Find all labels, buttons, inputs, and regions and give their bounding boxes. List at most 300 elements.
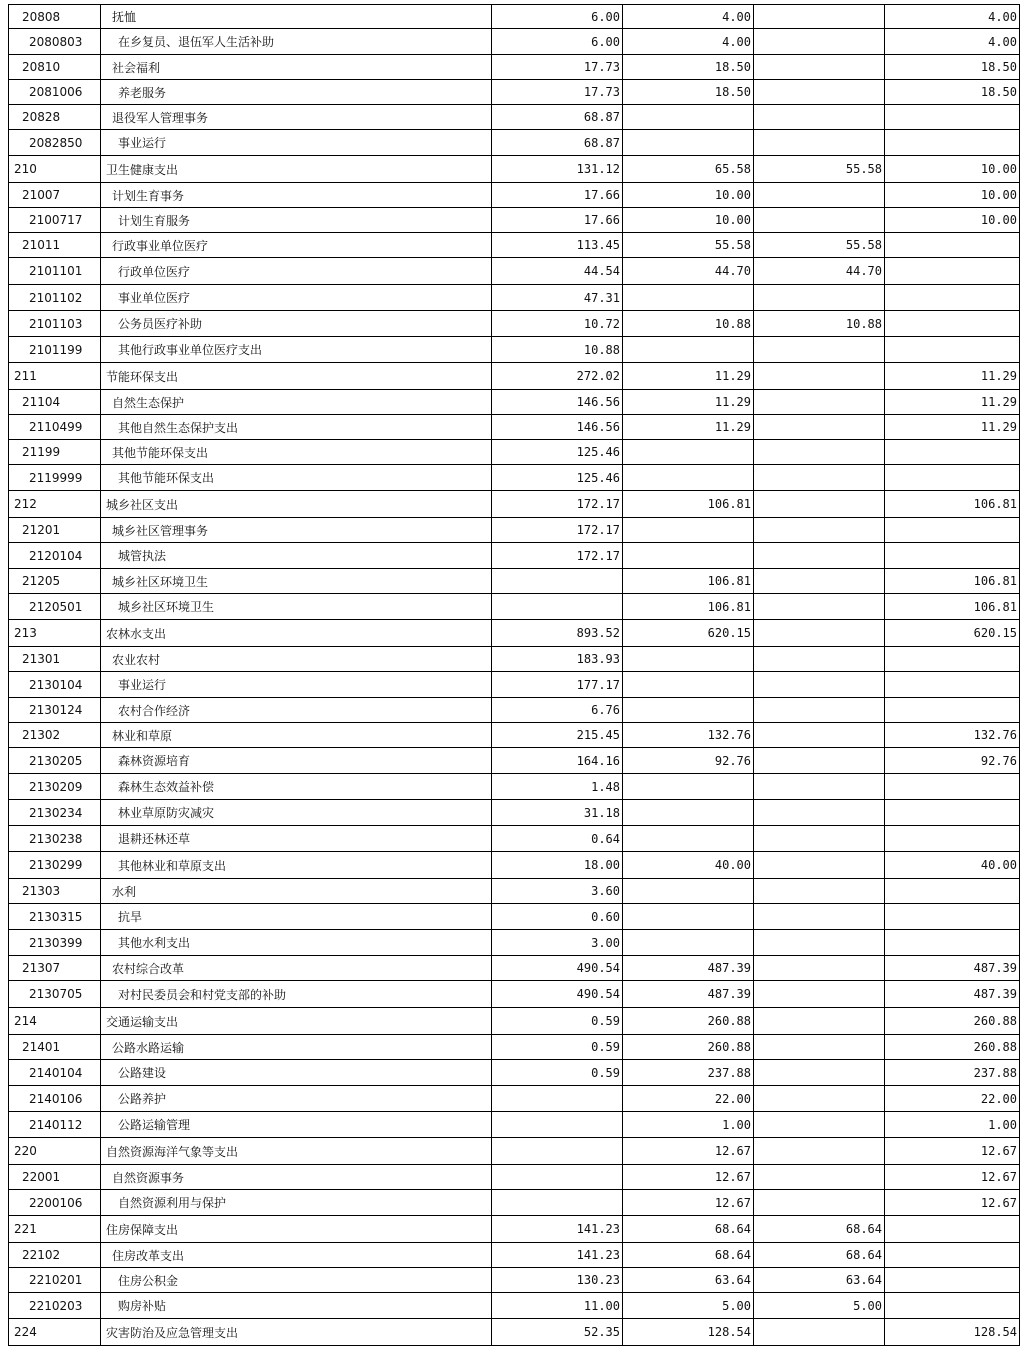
amount-cell: 6.00	[492, 5, 623, 29]
amount-cell: 44.54	[492, 258, 623, 285]
amount-cell: 130.23	[492, 1268, 623, 1293]
subject-name-cell: 灾害防治及应急管理支出	[101, 1319, 492, 1346]
table-row	[9, 233, 1020, 258]
amount-cell: 106.81	[623, 594, 754, 620]
subject-name-cell: 事业运行	[101, 130, 492, 156]
subject-code-cell: 2130705	[9, 981, 101, 1008]
amount-cell: 11.29	[885, 415, 1020, 440]
amount-cell	[754, 1086, 885, 1112]
amount-cell	[623, 285, 754, 311]
table-row	[9, 1319, 1020, 1346]
table-row	[9, 183, 1020, 208]
amount-cell	[885, 774, 1020, 800]
subject-code-cell: 2120501	[9, 594, 101, 620]
amount-cell: 55.58	[623, 233, 754, 258]
table-row	[9, 5, 1020, 29]
amount-cell: 4.00	[623, 5, 754, 29]
table-row	[9, 208, 1020, 233]
amount-cell: 146.56	[492, 415, 623, 440]
amount-cell	[754, 774, 885, 800]
amount-cell	[754, 930, 885, 956]
subject-code-cell: 210	[9, 156, 101, 183]
amount-cell	[885, 1243, 1020, 1268]
subject-name-cell: 城乡社区环境卫生	[101, 569, 492, 594]
amount-cell	[754, 647, 885, 672]
amount-cell: 68.64	[754, 1243, 885, 1268]
subject-name-cell: 林业草原防灾减灾	[101, 800, 492, 826]
subject-code-cell: 214	[9, 1008, 101, 1035]
amount-cell: 55.58	[754, 156, 885, 183]
amount-cell	[885, 105, 1020, 130]
subject-code-cell: 221	[9, 1216, 101, 1243]
subject-code-cell: 21302	[9, 723, 101, 748]
amount-cell	[885, 518, 1020, 543]
subject-name-cell: 城乡社区管理事务	[101, 518, 492, 543]
table-row	[9, 620, 1020, 647]
amount-cell: 141.23	[492, 1216, 623, 1243]
subject-name-cell: 计划生育服务	[101, 208, 492, 233]
amount-cell: 5.00	[623, 1293, 754, 1319]
subject-name-cell: 住房保障支出	[101, 1216, 492, 1243]
table-row	[9, 337, 1020, 363]
table-row	[9, 826, 1020, 852]
amount-cell	[885, 698, 1020, 723]
subject-name-cell: 抚恤	[101, 5, 492, 29]
amount-cell	[623, 105, 754, 130]
subject-name-cell: 行政事业单位医疗	[101, 233, 492, 258]
amount-cell	[754, 1319, 885, 1346]
subject-code-cell: 212	[9, 491, 101, 518]
amount-cell	[492, 1138, 623, 1165]
subject-code-cell: 220	[9, 1138, 101, 1165]
amount-cell	[623, 698, 754, 723]
subject-name-cell: 农村合作经济	[101, 698, 492, 723]
amount-cell	[623, 879, 754, 904]
amount-cell	[754, 543, 885, 569]
subject-code-cell: 2130104	[9, 672, 101, 698]
amount-cell	[754, 80, 885, 105]
amount-cell	[754, 465, 885, 491]
table-row	[9, 390, 1020, 415]
amount-cell: 132.76	[885, 723, 1020, 748]
amount-cell	[754, 879, 885, 904]
table-row	[9, 518, 1020, 543]
amount-cell: 237.88	[885, 1060, 1020, 1086]
amount-cell	[754, 594, 885, 620]
table-row	[9, 1165, 1020, 1190]
amount-cell	[492, 569, 623, 594]
amount-cell	[623, 800, 754, 826]
amount-cell: 183.93	[492, 647, 623, 672]
amount-cell	[754, 105, 885, 130]
subject-code-cell: 2110499	[9, 415, 101, 440]
subject-code-cell: 2101101	[9, 258, 101, 285]
subject-name-cell: 公路水路运输	[101, 1035, 492, 1060]
amount-cell: 10.88	[492, 337, 623, 363]
subject-code-cell: 2120104	[9, 543, 101, 569]
amount-cell: 0.59	[492, 1008, 623, 1035]
amount-cell	[754, 518, 885, 543]
table-row	[9, 879, 1020, 904]
amount-cell: 0.59	[492, 1035, 623, 1060]
subject-name-cell: 退役军人管理事务	[101, 105, 492, 130]
table-row	[9, 543, 1020, 569]
subject-name-cell: 退耕还林还草	[101, 826, 492, 852]
amount-cell: 260.88	[885, 1008, 1020, 1035]
amount-cell	[623, 465, 754, 491]
table-row	[9, 80, 1020, 105]
amount-cell	[754, 1008, 885, 1035]
amount-cell	[754, 1190, 885, 1216]
subject-code-cell: 2140106	[9, 1086, 101, 1112]
table-body	[9, 5, 1020, 1346]
subject-name-cell: 城管执法	[101, 543, 492, 569]
amount-cell	[492, 594, 623, 620]
amount-cell	[623, 826, 754, 852]
table-row	[9, 1243, 1020, 1268]
subject-code-cell: 2200106	[9, 1190, 101, 1216]
table-row	[9, 1268, 1020, 1293]
table-row	[9, 105, 1020, 130]
amount-cell	[885, 543, 1020, 569]
subject-code-cell: 21301	[9, 647, 101, 672]
amount-cell	[885, 879, 1020, 904]
amount-cell: 237.88	[623, 1060, 754, 1086]
amount-cell: 63.64	[623, 1268, 754, 1293]
amount-cell	[754, 285, 885, 311]
amount-cell: 12.67	[885, 1138, 1020, 1165]
subject-code-cell: 2080803	[9, 29, 101, 55]
amount-cell: 68.64	[623, 1216, 754, 1243]
amount-cell: 106.81	[623, 569, 754, 594]
amount-cell: 10.00	[885, 208, 1020, 233]
amount-cell: 0.60	[492, 904, 623, 930]
amount-cell: 490.54	[492, 956, 623, 981]
subject-name-cell: 自然生态保护	[101, 390, 492, 415]
subject-name-cell: 水利	[101, 879, 492, 904]
subject-name-cell: 在乡复员、退伍军人生活补助	[101, 29, 492, 55]
subject-code-cell: 21199	[9, 440, 101, 465]
subject-name-cell: 农村综合改革	[101, 956, 492, 981]
subject-name-cell: 社会福利	[101, 55, 492, 80]
amount-cell: 6.76	[492, 698, 623, 723]
amount-cell: 490.54	[492, 981, 623, 1008]
table-row	[9, 1216, 1020, 1243]
amount-cell	[754, 956, 885, 981]
table-row	[9, 930, 1020, 956]
amount-cell	[754, 620, 885, 647]
amount-cell: 487.39	[885, 981, 1020, 1008]
subject-name-cell: 事业运行	[101, 672, 492, 698]
table-row	[9, 569, 1020, 594]
amount-cell: 132.76	[623, 723, 754, 748]
amount-cell	[885, 1293, 1020, 1319]
table-row	[9, 672, 1020, 698]
subject-name-cell: 住房改革支出	[101, 1243, 492, 1268]
amount-cell: 128.54	[885, 1319, 1020, 1346]
table-row	[9, 491, 1020, 518]
subject-code-cell: 2100717	[9, 208, 101, 233]
amount-cell: 17.66	[492, 208, 623, 233]
amount-cell: 11.29	[623, 415, 754, 440]
subject-code-cell: 21011	[9, 233, 101, 258]
amount-cell: 620.15	[623, 620, 754, 647]
amount-cell	[885, 233, 1020, 258]
table-row	[9, 1035, 1020, 1060]
amount-cell	[754, 390, 885, 415]
subject-name-cell: 行政单位医疗	[101, 258, 492, 285]
amount-cell	[754, 363, 885, 390]
amount-cell	[754, 183, 885, 208]
amount-cell: 125.46	[492, 465, 623, 491]
amount-cell	[623, 774, 754, 800]
amount-cell	[885, 904, 1020, 930]
amount-cell: 3.60	[492, 879, 623, 904]
amount-cell	[885, 930, 1020, 956]
amount-cell	[623, 543, 754, 569]
subject-name-cell: 购房补贴	[101, 1293, 492, 1319]
amount-cell: 146.56	[492, 390, 623, 415]
amount-cell	[885, 337, 1020, 363]
amount-cell: 92.76	[623, 748, 754, 774]
amount-cell: 131.12	[492, 156, 623, 183]
subject-name-cell: 公路建设	[101, 1060, 492, 1086]
amount-cell	[754, 852, 885, 879]
subject-name-cell: 其他节能环保支出	[101, 440, 492, 465]
subject-name-cell: 住房公积金	[101, 1268, 492, 1293]
amount-cell: 44.70	[623, 258, 754, 285]
amount-cell: 1.00	[623, 1112, 754, 1138]
subject-name-cell: 公务员医疗补助	[101, 311, 492, 337]
amount-cell: 106.81	[885, 569, 1020, 594]
amount-cell: 31.18	[492, 800, 623, 826]
amount-cell: 106.81	[623, 491, 754, 518]
amount-cell: 18.50	[623, 80, 754, 105]
amount-cell: 4.00	[623, 29, 754, 55]
amount-cell: 40.00	[885, 852, 1020, 879]
table-row	[9, 440, 1020, 465]
subject-code-cell: 2210201	[9, 1268, 101, 1293]
amount-cell	[754, 491, 885, 518]
subject-name-cell: 农业农村	[101, 647, 492, 672]
amount-cell	[885, 440, 1020, 465]
subject-code-cell: 21201	[9, 518, 101, 543]
subject-code-cell: 21401	[9, 1035, 101, 1060]
subject-code-cell: 224	[9, 1319, 101, 1346]
subject-code-cell: 2130209	[9, 774, 101, 800]
amount-cell: 487.39	[623, 956, 754, 981]
table-row	[9, 1190, 1020, 1216]
amount-cell	[754, 826, 885, 852]
amount-cell	[754, 337, 885, 363]
subject-name-cell: 公路运输管理	[101, 1112, 492, 1138]
table-row	[9, 748, 1020, 774]
amount-cell: 12.67	[885, 1165, 1020, 1190]
amount-cell: 113.45	[492, 233, 623, 258]
amount-cell	[492, 1165, 623, 1190]
amount-cell	[623, 440, 754, 465]
table-row	[9, 1060, 1020, 1086]
amount-cell: 272.02	[492, 363, 623, 390]
subject-code-cell: 2101102	[9, 285, 101, 311]
amount-cell	[885, 647, 1020, 672]
table-row	[9, 852, 1020, 879]
amount-cell	[754, 904, 885, 930]
amount-cell	[885, 285, 1020, 311]
table-row	[9, 1112, 1020, 1138]
amount-cell: 12.67	[623, 1165, 754, 1190]
subject-name-cell: 其他行政事业单位医疗支出	[101, 337, 492, 363]
amount-cell: 68.64	[623, 1243, 754, 1268]
amount-cell: 125.46	[492, 440, 623, 465]
subject-name-cell: 自然资源利用与保护	[101, 1190, 492, 1216]
subject-code-cell: 21307	[9, 956, 101, 981]
amount-cell	[885, 1216, 1020, 1243]
subject-code-cell: 211	[9, 363, 101, 390]
table-row	[9, 698, 1020, 723]
table-row	[9, 1293, 1020, 1319]
amount-cell	[754, 569, 885, 594]
table-row	[9, 904, 1020, 930]
table-row	[9, 800, 1020, 826]
amount-cell: 11.29	[623, 390, 754, 415]
amount-cell: 3.00	[492, 930, 623, 956]
subject-code-cell: 2130238	[9, 826, 101, 852]
subject-name-cell: 对村民委员会和村党支部的补助	[101, 981, 492, 1008]
amount-cell: 172.17	[492, 543, 623, 569]
amount-cell	[623, 904, 754, 930]
amount-cell: 11.29	[885, 363, 1020, 390]
subject-name-cell: 其他节能环保支出	[101, 465, 492, 491]
subject-name-cell: 抗旱	[101, 904, 492, 930]
amount-cell	[754, 208, 885, 233]
table-row	[9, 774, 1020, 800]
subject-name-cell: 交通运输支出	[101, 1008, 492, 1035]
table-row	[9, 311, 1020, 337]
amount-cell: 260.88	[623, 1008, 754, 1035]
table-row	[9, 1086, 1020, 1112]
amount-cell	[885, 1268, 1020, 1293]
amount-cell	[754, 29, 885, 55]
amount-cell: 18.00	[492, 852, 623, 879]
amount-cell	[754, 1112, 885, 1138]
amount-cell	[623, 337, 754, 363]
subject-code-cell: 2130299	[9, 852, 101, 879]
amount-cell: 11.00	[492, 1293, 623, 1319]
amount-cell: 47.31	[492, 285, 623, 311]
table-row	[9, 363, 1020, 390]
subject-code-cell: 213	[9, 620, 101, 647]
amount-cell	[754, 748, 885, 774]
amount-cell: 68.87	[492, 130, 623, 156]
amount-cell: 68.64	[754, 1216, 885, 1243]
amount-cell: 55.58	[754, 233, 885, 258]
subject-name-cell: 公路养护	[101, 1086, 492, 1112]
amount-cell: 18.50	[885, 80, 1020, 105]
amount-cell: 63.64	[754, 1268, 885, 1293]
table-row	[9, 465, 1020, 491]
amount-cell	[754, 440, 885, 465]
subject-code-cell: 22102	[9, 1243, 101, 1268]
amount-cell	[754, 1165, 885, 1190]
amount-cell	[492, 1112, 623, 1138]
amount-cell	[754, 1138, 885, 1165]
amount-cell	[754, 415, 885, 440]
subject-name-cell: 城乡社区环境卫生	[101, 594, 492, 620]
subject-name-cell: 森林生态效益补偿	[101, 774, 492, 800]
amount-cell	[754, 1035, 885, 1060]
amount-cell	[754, 723, 885, 748]
amount-cell: 12.67	[623, 1138, 754, 1165]
subject-name-cell: 卫生健康支出	[101, 156, 492, 183]
amount-cell	[885, 800, 1020, 826]
amount-cell	[623, 130, 754, 156]
subject-code-cell: 2119999	[9, 465, 101, 491]
amount-cell: 12.67	[623, 1190, 754, 1216]
subject-code-cell: 21007	[9, 183, 101, 208]
subject-name-cell: 林业和草原	[101, 723, 492, 748]
subject-name-cell: 自然资源事务	[101, 1165, 492, 1190]
subject-code-cell: 2210203	[9, 1293, 101, 1319]
subject-name-cell: 农林水支出	[101, 620, 492, 647]
amount-cell: 65.58	[623, 156, 754, 183]
amount-cell: 18.50	[885, 55, 1020, 80]
subject-code-cell: 21303	[9, 879, 101, 904]
budget-expenditure-table	[8, 4, 1020, 1346]
amount-cell	[623, 518, 754, 543]
amount-cell: 11.29	[623, 363, 754, 390]
amount-cell: 6.00	[492, 29, 623, 55]
amount-cell: 10.00	[623, 183, 754, 208]
subject-name-cell: 节能环保支出	[101, 363, 492, 390]
amount-cell: 620.15	[885, 620, 1020, 647]
amount-cell: 1.00	[885, 1112, 1020, 1138]
subject-code-cell: 22001	[9, 1165, 101, 1190]
amount-cell: 164.16	[492, 748, 623, 774]
amount-cell: 18.50	[623, 55, 754, 80]
amount-cell: 44.70	[754, 258, 885, 285]
amount-cell: 172.17	[492, 491, 623, 518]
table-row	[9, 156, 1020, 183]
amount-cell	[885, 465, 1020, 491]
amount-cell	[754, 800, 885, 826]
amount-cell	[754, 55, 885, 80]
amount-cell: 215.45	[492, 723, 623, 748]
amount-cell: 17.73	[492, 55, 623, 80]
amount-cell: 487.39	[885, 956, 1020, 981]
subject-code-cell: 2101199	[9, 337, 101, 363]
amount-cell: 10.00	[623, 208, 754, 233]
amount-cell: 4.00	[885, 29, 1020, 55]
subject-code-cell: 2140112	[9, 1112, 101, 1138]
amount-cell: 10.00	[885, 183, 1020, 208]
table-row	[9, 647, 1020, 672]
table-row	[9, 1008, 1020, 1035]
amount-cell	[754, 981, 885, 1008]
subject-name-cell: 其他林业和草原支出	[101, 852, 492, 879]
subject-name-cell: 城乡社区支出	[101, 491, 492, 518]
table-row	[9, 130, 1020, 156]
amount-cell: 487.39	[623, 981, 754, 1008]
subject-code-cell: 2130399	[9, 930, 101, 956]
amount-cell: 106.81	[885, 491, 1020, 518]
amount-cell: 177.17	[492, 672, 623, 698]
subject-name-cell: 事业单位医疗	[101, 285, 492, 311]
amount-cell	[885, 258, 1020, 285]
amount-cell: 52.35	[492, 1319, 623, 1346]
amount-cell: 12.67	[885, 1190, 1020, 1216]
amount-cell: 22.00	[623, 1086, 754, 1112]
